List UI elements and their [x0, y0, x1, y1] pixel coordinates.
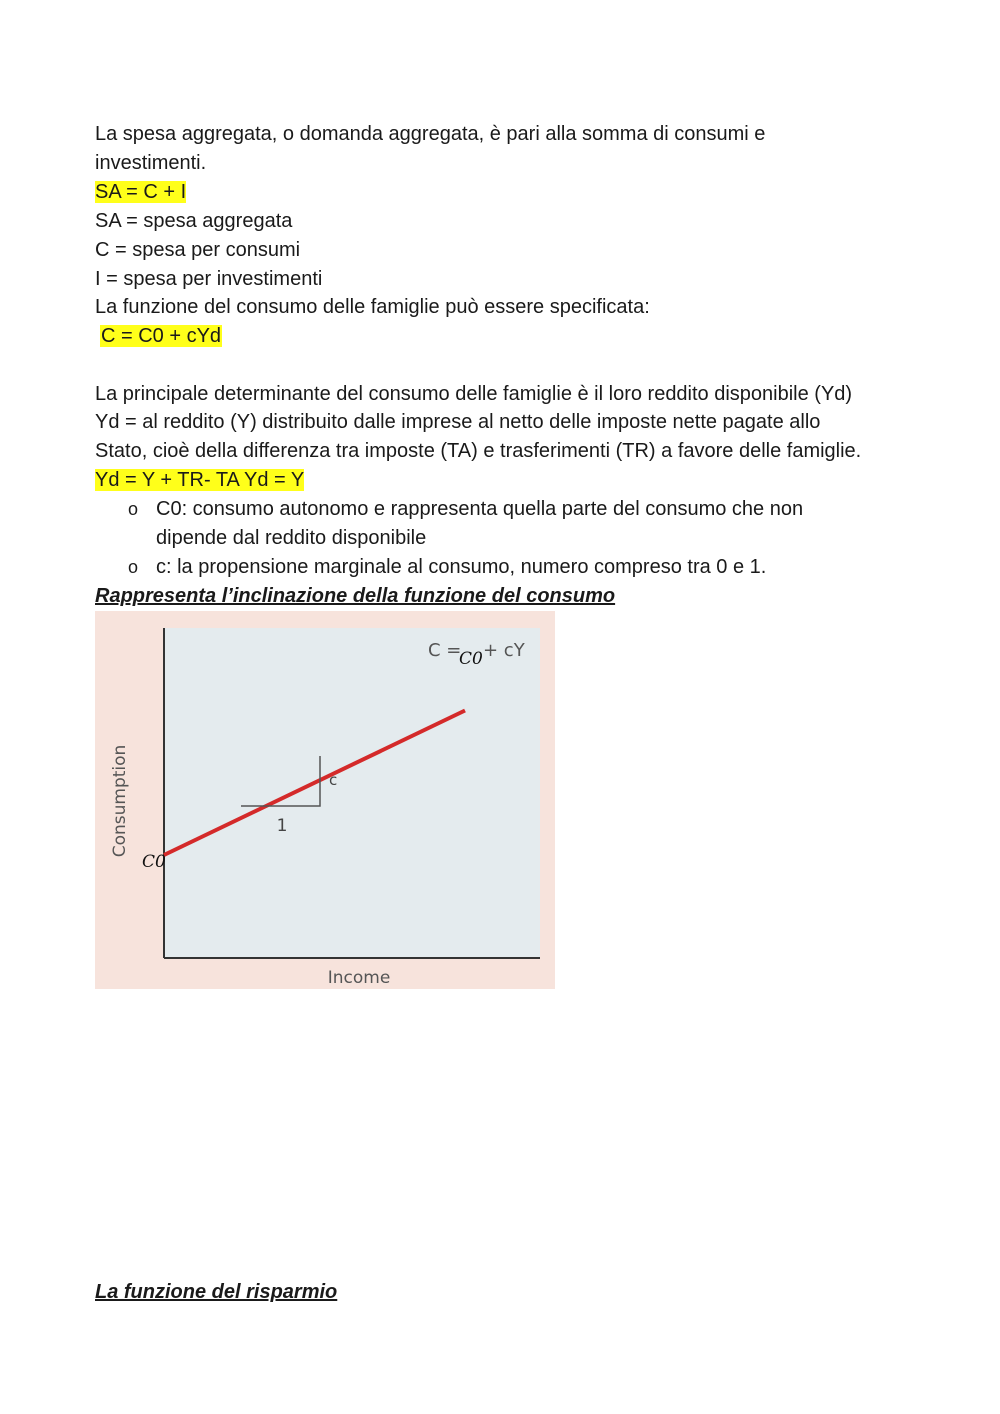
plot-area-background: [164, 628, 540, 958]
disposable-income-line-3: Stato, cioè della differenza tra imposte (TA) e trasferimenti (TR) a favore delle famiglie.: [95, 440, 862, 462]
bullet-marker: o: [128, 499, 139, 519]
formula-disposable-income: Yd = Y + TR- TA Yd = Y: [95, 469, 305, 491]
intro-text-line-1: La spesa aggregata, o domanda aggregata, è pari alla somma di consumi e: [95, 123, 766, 145]
triangle-rise-label: c: [329, 771, 338, 789]
formula-consumption: C = C0 + cYd: [101, 325, 222, 347]
disposable-income-line-1: La principale determinante del consumo delle famiglie è il loro reddito disponibile (Yd): [95, 383, 853, 405]
consumption-function-intro: La funzione del consumo delle famiglie può essere specificata:: [95, 296, 650, 318]
formula-aggregate-spending: SA = C + I: [95, 181, 187, 203]
definition-sa: SA = spesa aggregata: [95, 210, 293, 232]
consumption-chart: [95, 611, 555, 989]
heading-saving-function: La funzione del risparmio: [95, 1281, 338, 1303]
bullet-c0-line-1: C0: consumo autonomo e rappresenta quella parte del consumo che non: [156, 498, 804, 520]
x-axis-label: Income: [327, 968, 391, 988]
bullet-marker: o: [128, 557, 139, 577]
y-axis-label: Consumption: [110, 744, 130, 858]
equation-prefix-label: C =: [428, 640, 462, 661]
definition-i: I = spesa per investimenti: [95, 268, 323, 290]
equation-suffix-label: + cY: [483, 640, 525, 661]
handwritten-c0-equation: C0: [459, 649, 483, 669]
intro-text-line-2: investimenti.: [95, 152, 207, 174]
bullet-c-line-1: c: la propensione marginale al consumo, numero compreso tra 0 e 1.: [156, 556, 767, 578]
heading-slope: Rappresenta l’inclinazione della funzione del consumo: [95, 585, 616, 607]
definition-c: C = spesa per consumi: [95, 239, 301, 261]
handwritten-c0-intercept: C0: [142, 852, 166, 872]
consumption-function-figure: [95, 611, 555, 989]
bullet-c0-line-2: dipende dal reddito disponibile: [156, 527, 427, 549]
disposable-income-line-2: Yd = al reddito (Y) distribuito dalle imprese al netto delle imposte nette pagate allo: [95, 411, 821, 433]
triangle-run-label: 1: [276, 816, 288, 836]
